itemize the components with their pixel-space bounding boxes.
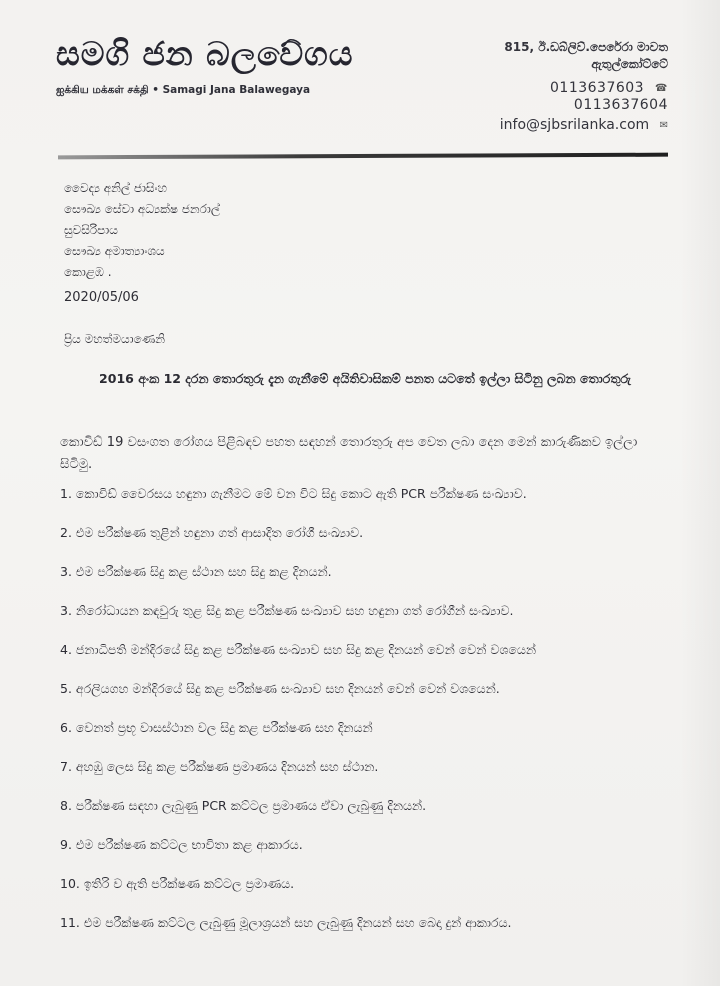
recipient-line: කොළඹ . (64, 265, 112, 279)
letter-subject: 2016 අංක 12 දරන තොරතුරු දැන ගැනීමේ අයිතිවාසිකම් පනත යටතේ ඉල්ලා සිටිනු ලබන තොරතුරු (99, 371, 631, 386)
list-item: 3. නිරෝධායන කඳවුරු තුළ සිදු කළ පරීක්ෂණ සංඛ්‍යාව සහ හඳුනා ගත් රෝගීන් සංඛ්‍යාව. (60, 603, 514, 618)
mail-icon: ✉ (659, 119, 668, 131)
salutation: ප්‍රිය මහත්මයාණෙනි (64, 332, 165, 346)
recipient-line: සෞඛ්‍ය සේවා අධ්‍යක්ෂ ජනරාල් (64, 202, 221, 216)
phone-icon: ☎ (655, 82, 668, 94)
list-item: 7. අහඹු ලෙස සිදු කළ පරීක්ෂණ ප්‍රමාණය දිනයන් සහ ස්ථාන. (60, 759, 379, 774)
recipient-line: සුවසිරිපාය (64, 223, 118, 237)
letterhead-brand (56, 36, 353, 97)
contact-block (500, 40, 668, 133)
list-item: 2. එම පරීක්ෂණ තුළින් හඳුනා ගත් ආසාදිත රෝගී සංඛ්‍යාව. (60, 525, 364, 540)
header-divider (58, 153, 668, 160)
list-item: 8. පරීක්ෂණ සඳහා ලැබුණු PCR කට්ටල ප්‍රමාණය ඒවා ලැබුණු දිනයන්. (60, 798, 427, 813)
intro-paragraph: කොවිඩ් 19 වසංගත රෝගය පිළිබඳව පහත සඳහන් තොරතුරු අප වෙත ලබා දෙන මෙන් කාරුණිකව ඉල්ලා සිටිමු. (60, 435, 638, 472)
list-item: 11. එම පරීක්ෂණ කට්ටල ලැබුණු මූලාශ්‍රයන් සහ ලැබුණු දිනයන් සහ බෙදා දුන් ආකාරය. (60, 915, 512, 930)
list-item: 3. එම පරීක්ෂණ සිදු කළ ස්ථාන සහ සිදු කළ දිනයන්. (60, 564, 332, 579)
phone-1-row (500, 80, 668, 96)
organization-name: සමගි ජන බලවේගය (56, 34, 354, 73)
list-item: 6. වෙනත් ප්‍රභූ වාසස්ථාන වල සිදු කළ පරීක්ෂණ සහ දිනයන් (60, 720, 373, 735)
list-item: 5. අරලියගහ මන්දිරයේ සිදු කළ පරීක්ෂණ සංඛ්‍යාව සහ දිනයන් වෙන් වෙන් වශයෙන්. (60, 681, 500, 696)
recipient-line: වෛද්‍ය අනිල් ජාසිංහ (64, 181, 168, 195)
phone-1: 0113637603 (550, 80, 645, 96)
letter-date: 2020/05/06 (64, 290, 139, 305)
address-line-1: 815, ඊ.ඩබ්ලිව්.පෙරේරා මාවත (504, 40, 668, 54)
email-address: info@sjbsrilanka.com (499, 117, 650, 133)
list-item: 9. එම පරීක්ෂණ කට්ටල භාවිතා කළ ආකාරය. (60, 837, 303, 852)
list-item: 4. ජනාධිපති මන්දිරයේ සිදු කළ පරීක්ෂණ සංඛ්‍යාව සහ සිදු කළ දිනයන් වෙන් වෙන් වශයෙන් (60, 642, 536, 657)
phone-2: 0113637604 (573, 97, 668, 113)
address-line-2: ඇතුල්කෝට්ටේ (591, 57, 668, 71)
list-item: 1. කොවිඩ් වෛරසය හඳුනා ගැනීමට මේ වන විට සිදු කොට ඇති PCR පරීක්ෂණ සංඛ්‍යාව. (60, 486, 527, 501)
recipient-address (64, 178, 220, 283)
recipient-line: සෞඛ්‍ය අමාත්‍යාංශය (64, 244, 165, 258)
email-row (500, 117, 668, 133)
organization-subtitle: ஐக்கிய மக்கள் சக்தி • Samagi Jana Balawegaya (56, 84, 311, 97)
list-item: 10. ඉතිරි ව ඇති පරීක්ෂණ කට්ටල ප්‍රමාණය. (60, 876, 295, 891)
request-list (60, 482, 690, 950)
